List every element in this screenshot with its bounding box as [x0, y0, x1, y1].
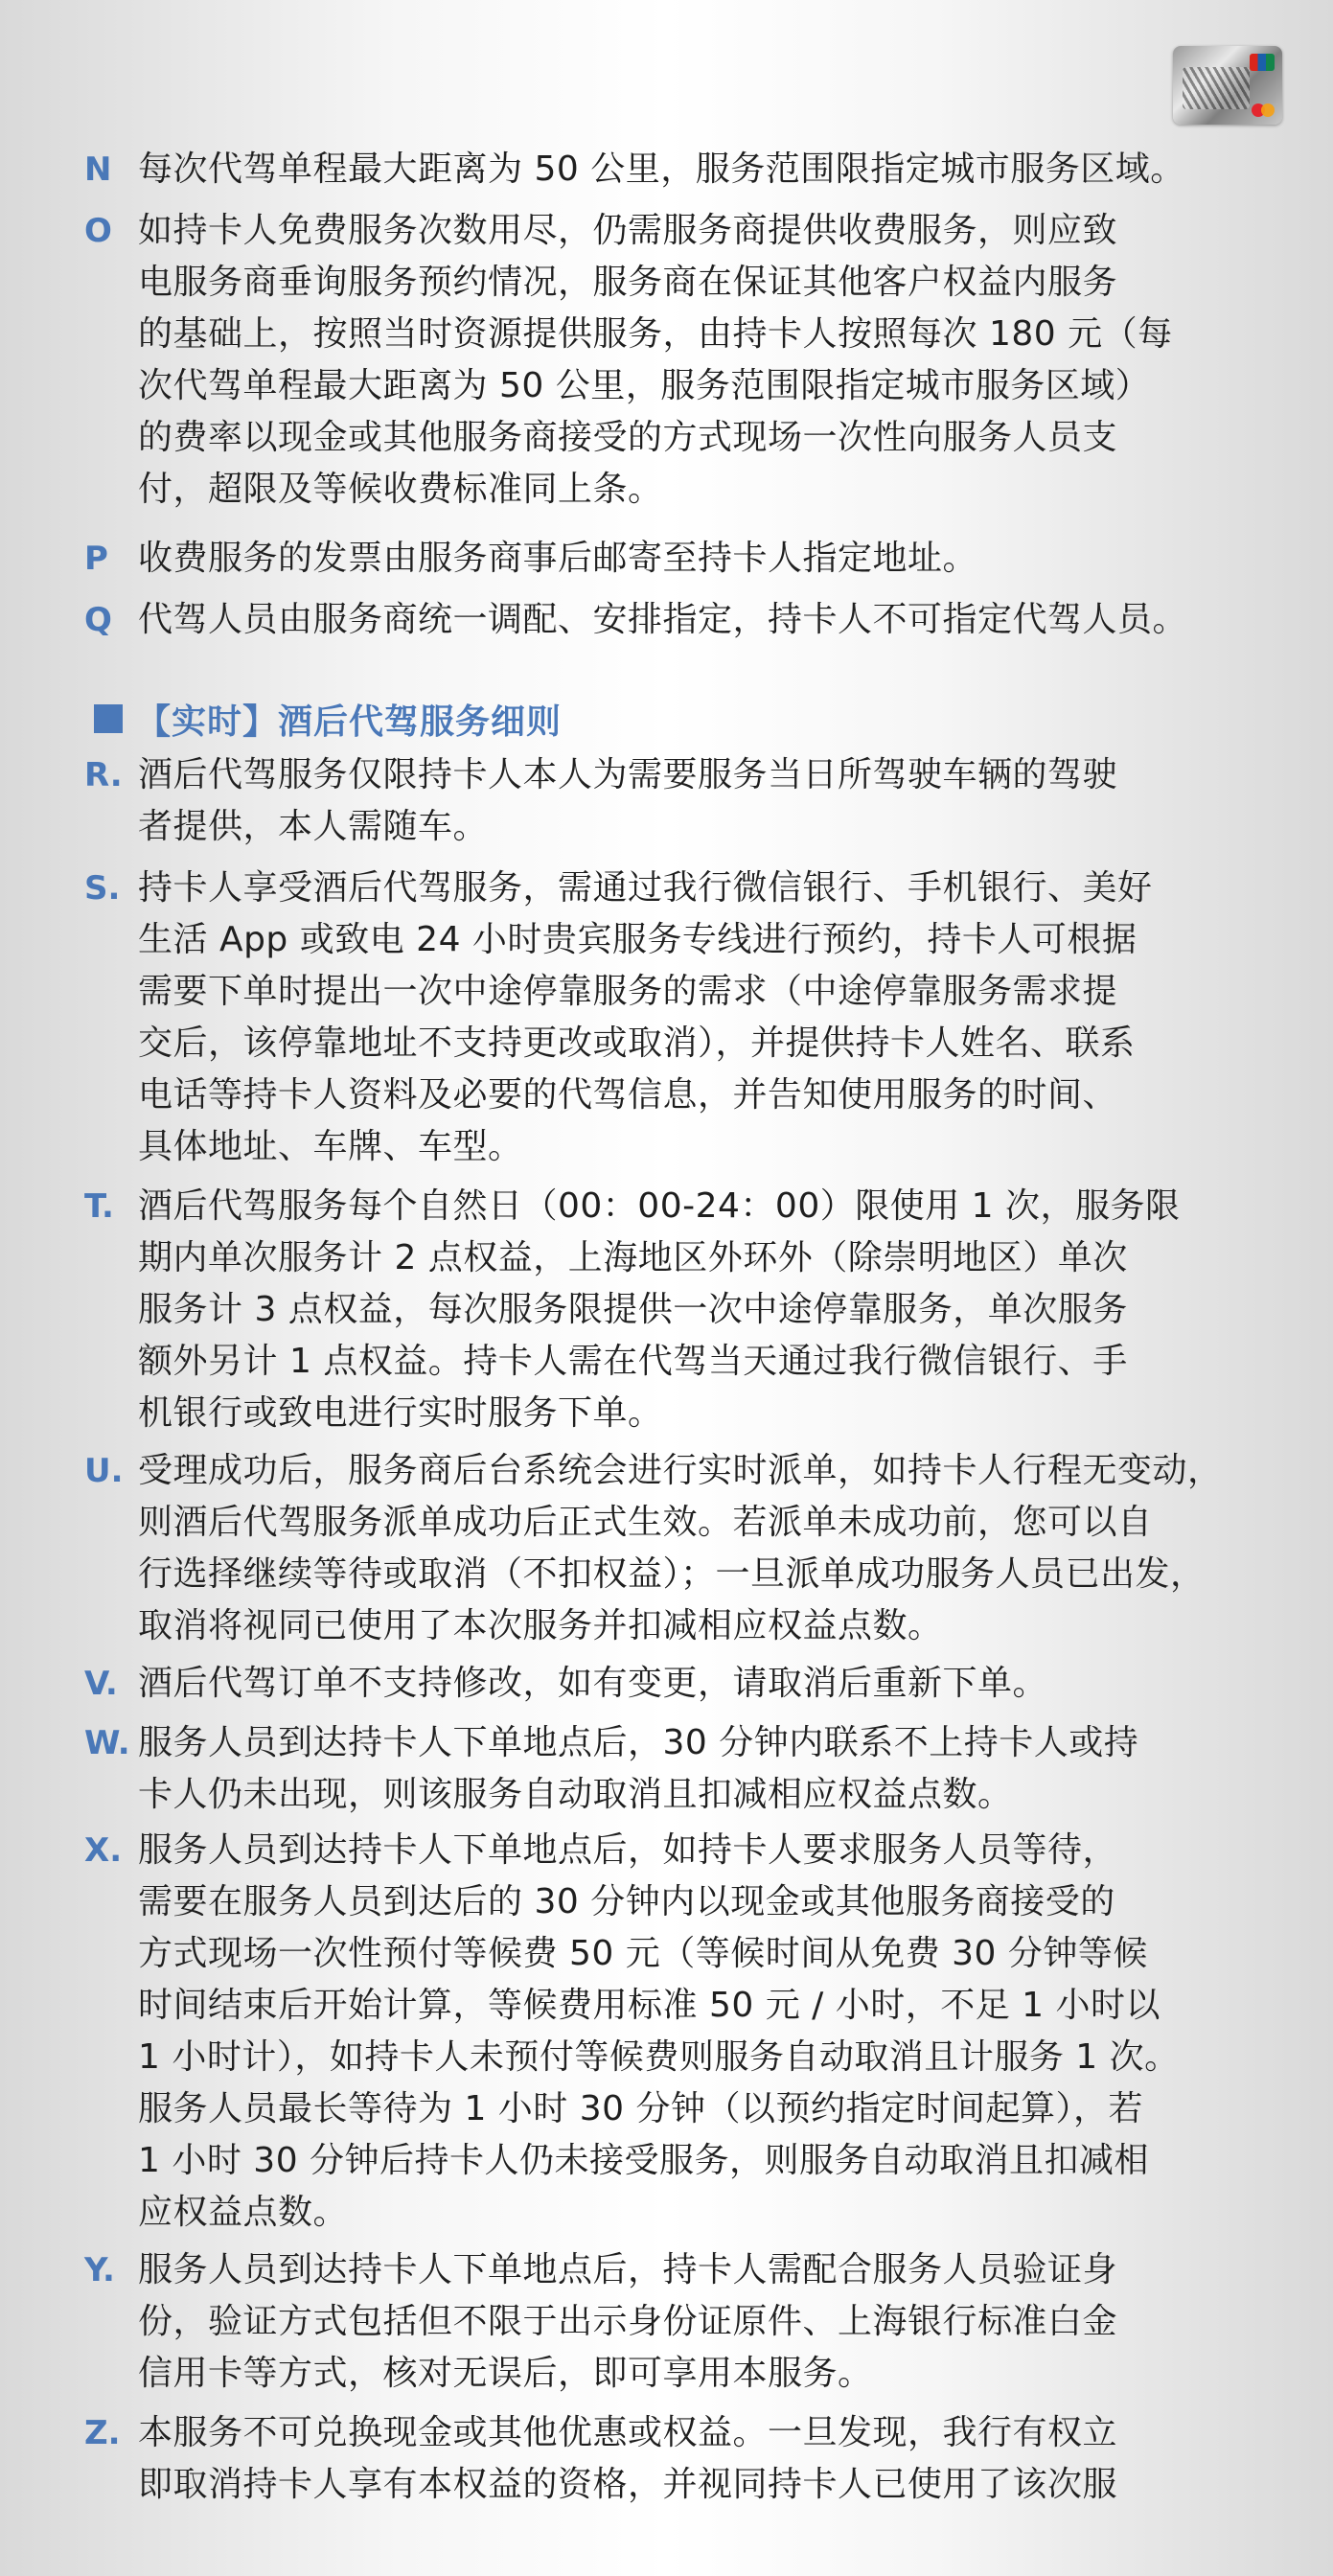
clause-s [84, 862, 1292, 1173]
credit-card-thumbnail [1173, 46, 1282, 125]
clause-marker: S. [84, 869, 121, 908]
clause-text: 代驾人员由服务商统一调配、安排指定，持卡人不可指定代驾人员。 [138, 600, 1188, 639]
clause-marker: T. [84, 1187, 114, 1226]
square-bullet-icon [94, 704, 123, 733]
card-artwork [1183, 67, 1250, 109]
clause-z [84, 2407, 1292, 2511]
section-heading [94, 692, 562, 746]
unionpay-logo-icon [1250, 54, 1275, 71]
clause-text: 每次代驾单程最大距离为 50 公里，服务范围限指定城市服务区域。 [138, 150, 1185, 189]
clause-text: 持卡人享受酒后代驾服务，需通过我行微信银行、手机银行、美好 生活 App 或致电 24 小时贵宾服务专线进行预约，持卡人可根据 需要下单时提出一次中途停靠服务的需求（中途停靠服务需求提 交后，该停靠地址不支持更改或取消），并提供持卡人姓名、联系 电话等持卡人资料及必要的代驾信息，并告知使用服务的时间、 具体地址、车牌、车型。 [138, 868, 1153, 1166]
clause-text: 服务人员到达持卡人下单地点后，持卡人需配合服务人员验证身 份，验证方式包括但不限于出示身份证原件、上海银行标准白金 信用卡等方式，核对无误后，即可享用本服务。 [138, 2250, 1118, 2393]
clause-marker: Q [84, 601, 112, 639]
clause-marker: Y. [84, 2251, 115, 2289]
clause-marker: O [84, 212, 112, 250]
clause-v [84, 1658, 1292, 1710]
clause-marker: N [84, 150, 112, 189]
clause-marker: P [84, 540, 108, 578]
clause-t [84, 1181, 1292, 1439]
clause-text: 酒后代驾订单不支持修改，如有变更，请取消后重新下单。 [138, 1664, 1048, 1703]
clause-n [84, 144, 1292, 196]
clause-u [84, 1445, 1292, 1652]
clause-text: 本服务不可兑换现金或其他优惠或权益。一旦发现，我行有权立 即取消持卡人享有本权益的资格，并视同持卡人已使用了该次服 [138, 2413, 1118, 2504]
mastercard-logo-icon [1252, 104, 1275, 117]
clause-marker: Z. [84, 2414, 121, 2452]
clause-text: 酒后代驾服务每个自然日（00：00-24：00）限使用 1 次，服务限 期内单次服务计 2 点权益，上海地区外环外（除崇明地区）单次 服务计 3 点权益，每次服务限提供一次中途停靠服务，单次服务 额外另计 1 点权益。持卡人需在代驾当天通过我行微信银行、手 机银行或致电进行实时服务下单。 [138, 1186, 1181, 1433]
clause-text: 收费服务的发票由服务商事后邮寄至持卡人指定地址。 [138, 539, 978, 578]
clause-marker: V. [84, 1665, 118, 1703]
clause-text: 服务人员到达持卡人下单地点后，如持卡人要求服务人员等待， 需要在服务人员到达后的 30 分钟内以现金或其他服务商接受的 方式现场一次性预付等候费 50 元（等候时间从免费 30 分钟等候 时间结束后开始计算，等候费用标准 50 元 / 小时，不足 1 小时以 1 小时计），如持卡人未预付等候费则服务自动取消且计服务 1 次。 服务人员最长等待为 1 小时 30 分钟（以预约指定时间起算），若 1 小时 30 分钟后持卡人仍未接受服务，则服务自动取消且扣减相 应权益点数。 [138, 1830, 1180, 2232]
clause-marker: X. [84, 1831, 123, 1870]
clause-text: 服务人员到达持卡人下单地点后，30 分钟内联系不上持卡人或持 卡人仍未出现，则该服务自动取消且扣减相应权益点数。 [138, 1723, 1139, 1814]
clause-q [84, 594, 1292, 646]
clause-w [84, 1717, 1292, 1821]
clause-p [84, 533, 1292, 585]
section-title: 【实时】酒后代驾服务细则 [136, 702, 563, 742]
clause-x [84, 1825, 1292, 2239]
clause-o [84, 205, 1292, 516]
clause-text: 酒后代驾服务仅限持卡人本人为需要服务当日所驾驶车辆的驾驶 者提供，本人需随车。 [138, 755, 1118, 846]
clause-r [84, 749, 1292, 853]
clause-text: 如持卡人免费服务次数用尽，仍需服务商提供收费服务，则应致 电服务商垂询服务预约情况，服务商在保证其他客户权益内服务 的基础上，按照当时资源提供服务，由持卡人按照每次 180 元（每 次代驾单程最大距离为 50 公里，服务范围限指定城市服务区域） 的费率以现金或其他服务商接受的方式现场一次性向服务人员支 付，超限及等候收费标准同上条。 [138, 211, 1173, 509]
clause-marker: U. [84, 1452, 124, 1490]
clause-marker: W. [84, 1724, 130, 1762]
clause-marker: R. [84, 756, 123, 794]
clause-y [84, 2244, 1292, 2400]
clause-text: 受理成功后，服务商后台系统会进行实时派单，如持卡人行程无变动， 则酒后代驾服务派单成功后正式生效。若派单未成功前，您可以自 行选择继续等待或取消（不扣权益）；一旦派单成功服务人员已出发， 取消将视同已使用了本次服务并扣减相应权益点数。 [138, 1451, 1223, 1645]
